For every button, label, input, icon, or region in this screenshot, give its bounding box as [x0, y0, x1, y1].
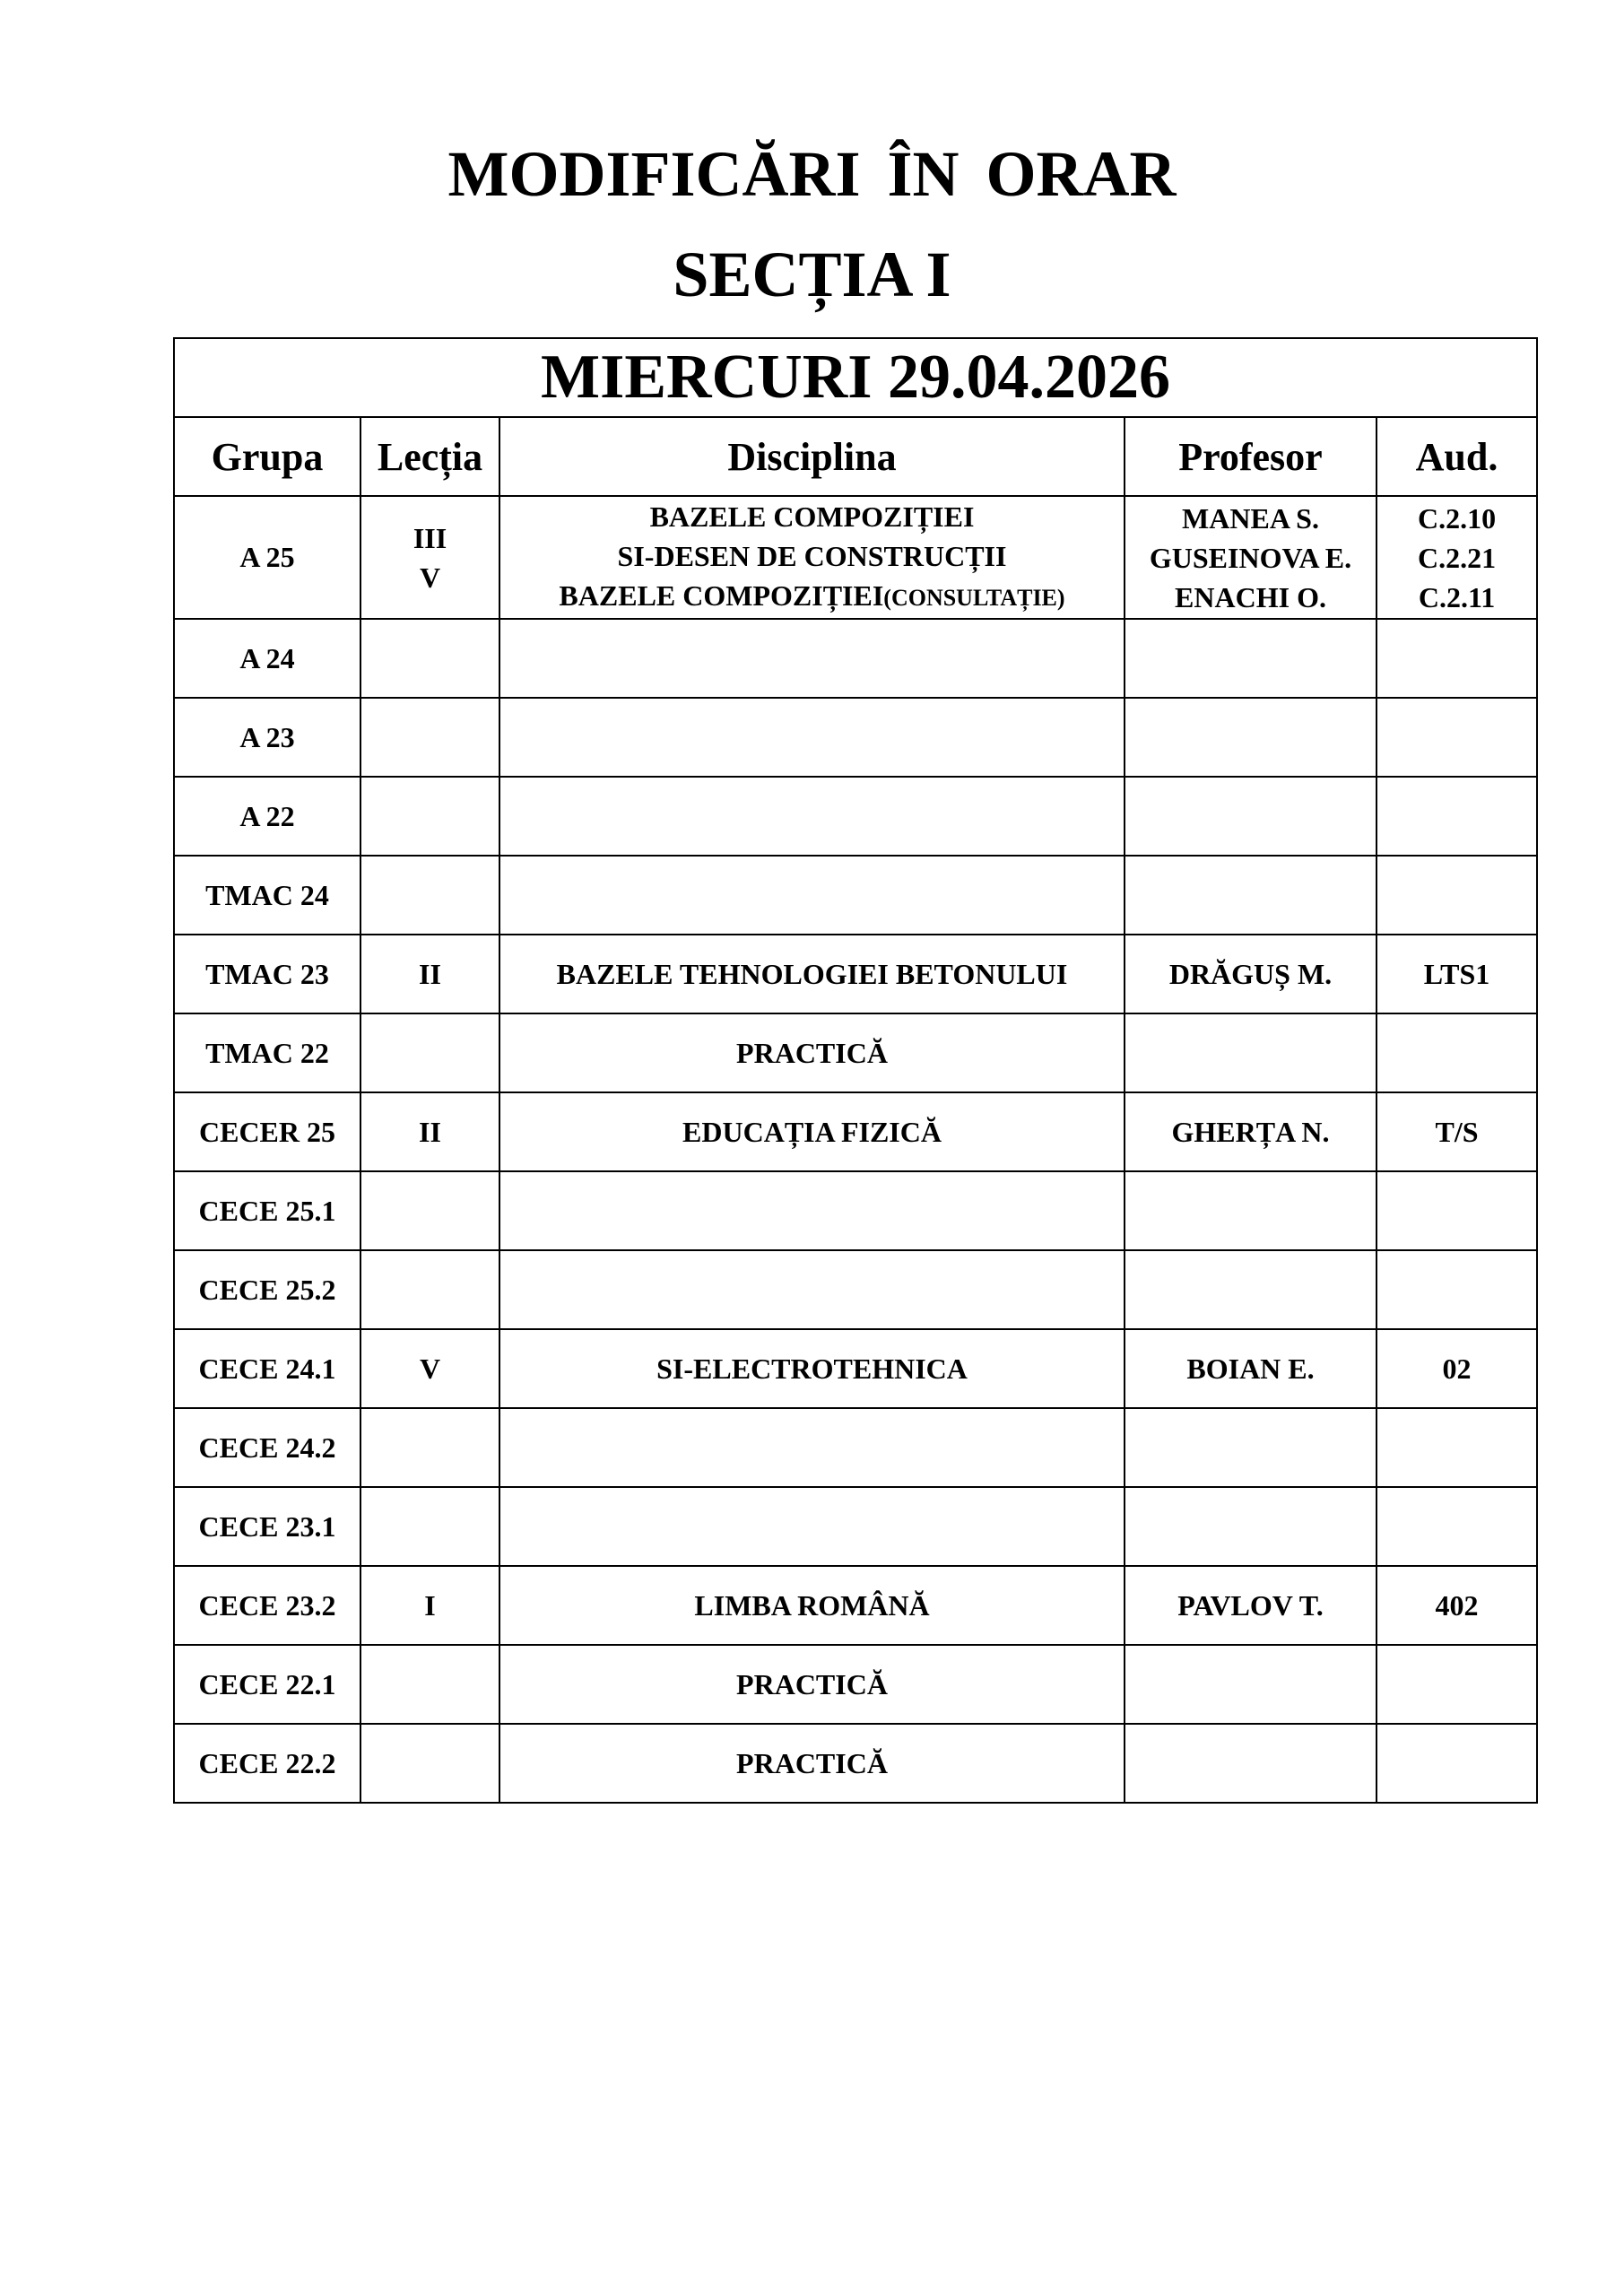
- cell-lesson: [360, 1250, 499, 1329]
- cell-subject: [499, 1487, 1125, 1566]
- cell-teacher: [1125, 1250, 1376, 1329]
- table-row: [174, 856, 1537, 935]
- cell-group: CECE 22.2: [174, 1724, 360, 1803]
- cell-lesson: [360, 1487, 499, 1566]
- cell-subject: EDUCAȚIA FIZICĂ: [499, 1092, 1125, 1171]
- cell-room: 402: [1376, 1566, 1537, 1645]
- cell-lesson: [360, 1408, 499, 1487]
- cell-room: [1376, 1645, 1537, 1724]
- cell-room: [1376, 1250, 1537, 1329]
- cell-lesson: II: [360, 1092, 499, 1171]
- cell-room: [1376, 1013, 1537, 1092]
- cell-subject: [499, 1171, 1125, 1250]
- cell-room: [1376, 619, 1537, 698]
- table-row: [174, 1092, 1537, 1171]
- subject-line: SI-DESEN DE CONSTRUCȚII: [617, 540, 1007, 572]
- cell-room: LTS1: [1376, 935, 1537, 1013]
- cell-room: T/S: [1376, 1092, 1537, 1171]
- cell-group: CECE 23.2: [174, 1566, 360, 1645]
- cell-subject: [499, 496, 1125, 619]
- cell-room: 02: [1376, 1329, 1537, 1408]
- cell-subject: BAZELE TEHNOLOGIEI BETONULUI: [499, 935, 1125, 1013]
- cell-lesson: [360, 1645, 499, 1724]
- cell-teacher: [1125, 1724, 1376, 1803]
- teacher-line: GUSEINOVA E.: [1149, 541, 1352, 574]
- room-line: C.2.10: [1417, 501, 1497, 535]
- cell-group: CECE 24.2: [174, 1408, 360, 1487]
- cell-lesson: I: [360, 1566, 499, 1645]
- cell-subject: [499, 698, 1125, 777]
- header-group: Grupa: [174, 417, 360, 496]
- room-line: C.2.21: [1417, 541, 1497, 574]
- cell-group: TMAC 22: [174, 1013, 360, 1092]
- cell-group: A 25: [174, 496, 360, 619]
- header-subject: Disciplina: [499, 417, 1125, 496]
- cell-group: TMAC 24: [174, 856, 360, 935]
- table-row: [174, 619, 1537, 698]
- cell-subject: [499, 777, 1125, 856]
- header-lesson: Lecția: [360, 417, 499, 496]
- cell-subject: [499, 856, 1125, 935]
- cell-teacher: [1125, 1013, 1376, 1092]
- cell-room: [1376, 1724, 1537, 1803]
- lesson-line: III: [413, 521, 447, 554]
- cell-subject: SI-ELECTROTEHNICA: [499, 1329, 1125, 1408]
- cell-lesson: II: [360, 935, 499, 1013]
- teacher-line: ENACHI O.: [1175, 580, 1326, 613]
- cell-teacher: [1125, 1408, 1376, 1487]
- cell-room: [1376, 1171, 1537, 1250]
- cell-lesson: [360, 1724, 499, 1803]
- table-row: [174, 1329, 1537, 1408]
- subject-note: (CONSULTAȚIE): [883, 585, 1065, 611]
- table-row: [174, 1171, 1537, 1250]
- cell-group: A 22: [174, 777, 360, 856]
- table-row: [174, 1250, 1537, 1329]
- cell-room: [1376, 777, 1537, 856]
- cell-teacher: DRĂGUȘ M.: [1125, 935, 1376, 1013]
- table-row: [174, 777, 1537, 856]
- cell-group: CECE 25.2: [174, 1250, 360, 1329]
- cell-teacher: PAVLOV T.: [1125, 1566, 1376, 1645]
- cell-lesson: [360, 856, 499, 935]
- cell-subject: [499, 1408, 1125, 1487]
- cell-teacher: [1125, 1487, 1376, 1566]
- header-room: Aud.: [1376, 417, 1537, 496]
- column-header-row: [174, 417, 1537, 496]
- cell-room: [1376, 1408, 1537, 1487]
- cell-lesson: [360, 777, 499, 856]
- cell-teacher: [1125, 1645, 1376, 1724]
- cell-room: [1376, 496, 1537, 619]
- table-row: [174, 1408, 1537, 1487]
- cell-lesson: [360, 496, 499, 619]
- cell-subject: PRACTICĂ: [499, 1724, 1125, 1803]
- cell-room: [1376, 698, 1537, 777]
- teacher-line: MANEA S.: [1182, 501, 1319, 535]
- table-row: [174, 496, 1537, 619]
- subject-line-with-note: [559, 576, 1064, 618]
- cell-group: CECER 25: [174, 1092, 360, 1171]
- table-row: [174, 1724, 1537, 1803]
- cell-lesson: V: [360, 1329, 499, 1408]
- cell-room: [1376, 856, 1537, 935]
- cell-teacher: [1125, 856, 1376, 935]
- cell-group: CECE 25.1: [174, 1171, 360, 1250]
- cell-lesson: [360, 1013, 499, 1092]
- cell-subject: PRACTICĂ: [499, 1645, 1125, 1724]
- room-line: C.2.11: [1418, 580, 1496, 613]
- cell-teacher: [1125, 1171, 1376, 1250]
- table-row: [174, 1566, 1537, 1645]
- table-row: [174, 935, 1537, 1013]
- cell-group: A 23: [174, 698, 360, 777]
- cell-subject: [499, 619, 1125, 698]
- cell-group: CECE 24.1: [174, 1329, 360, 1408]
- schedule-table: [173, 337, 1538, 1804]
- table-row: [174, 1645, 1537, 1724]
- cell-group: CECE 22.1: [174, 1645, 360, 1724]
- subject-line: BAZELE COMPOZIȚIEI: [559, 579, 884, 612]
- cell-subject: LIMBA ROMÂNĂ: [499, 1566, 1125, 1645]
- cell-teacher: [1125, 496, 1376, 619]
- cell-teacher: [1125, 777, 1376, 856]
- cell-teacher: [1125, 698, 1376, 777]
- header-teacher: Profesor: [1125, 417, 1376, 496]
- cell-lesson: [360, 1171, 499, 1250]
- cell-lesson: [360, 698, 499, 777]
- table-row: [174, 1487, 1537, 1566]
- cell-group: CECE 23.1: [174, 1487, 360, 1566]
- cell-group: A 24: [174, 619, 360, 698]
- cell-group: TMAC 23: [174, 935, 360, 1013]
- cell-teacher: GHERȚA N.: [1125, 1092, 1376, 1171]
- cell-subject: PRACTICĂ: [499, 1013, 1125, 1092]
- section-title: SECȚIA I: [673, 239, 951, 310]
- page-title: MODIFICĂRI ÎN ORAR: [447, 138, 1177, 210]
- table-row: [174, 698, 1537, 777]
- lesson-line: V: [419, 561, 441, 594]
- table-row: [174, 1013, 1537, 1092]
- cell-lesson: [360, 619, 499, 698]
- day-header-row: [174, 338, 1537, 417]
- subject-line: BAZELE COMPOZIȚIEI: [649, 500, 975, 533]
- day-heading: MIERCURI 29.04.2026: [174, 338, 1537, 417]
- cell-teacher: BOIAN E.: [1125, 1329, 1376, 1408]
- cell-teacher: [1125, 619, 1376, 698]
- cell-subject: [499, 1250, 1125, 1329]
- cell-room: [1376, 1487, 1537, 1566]
